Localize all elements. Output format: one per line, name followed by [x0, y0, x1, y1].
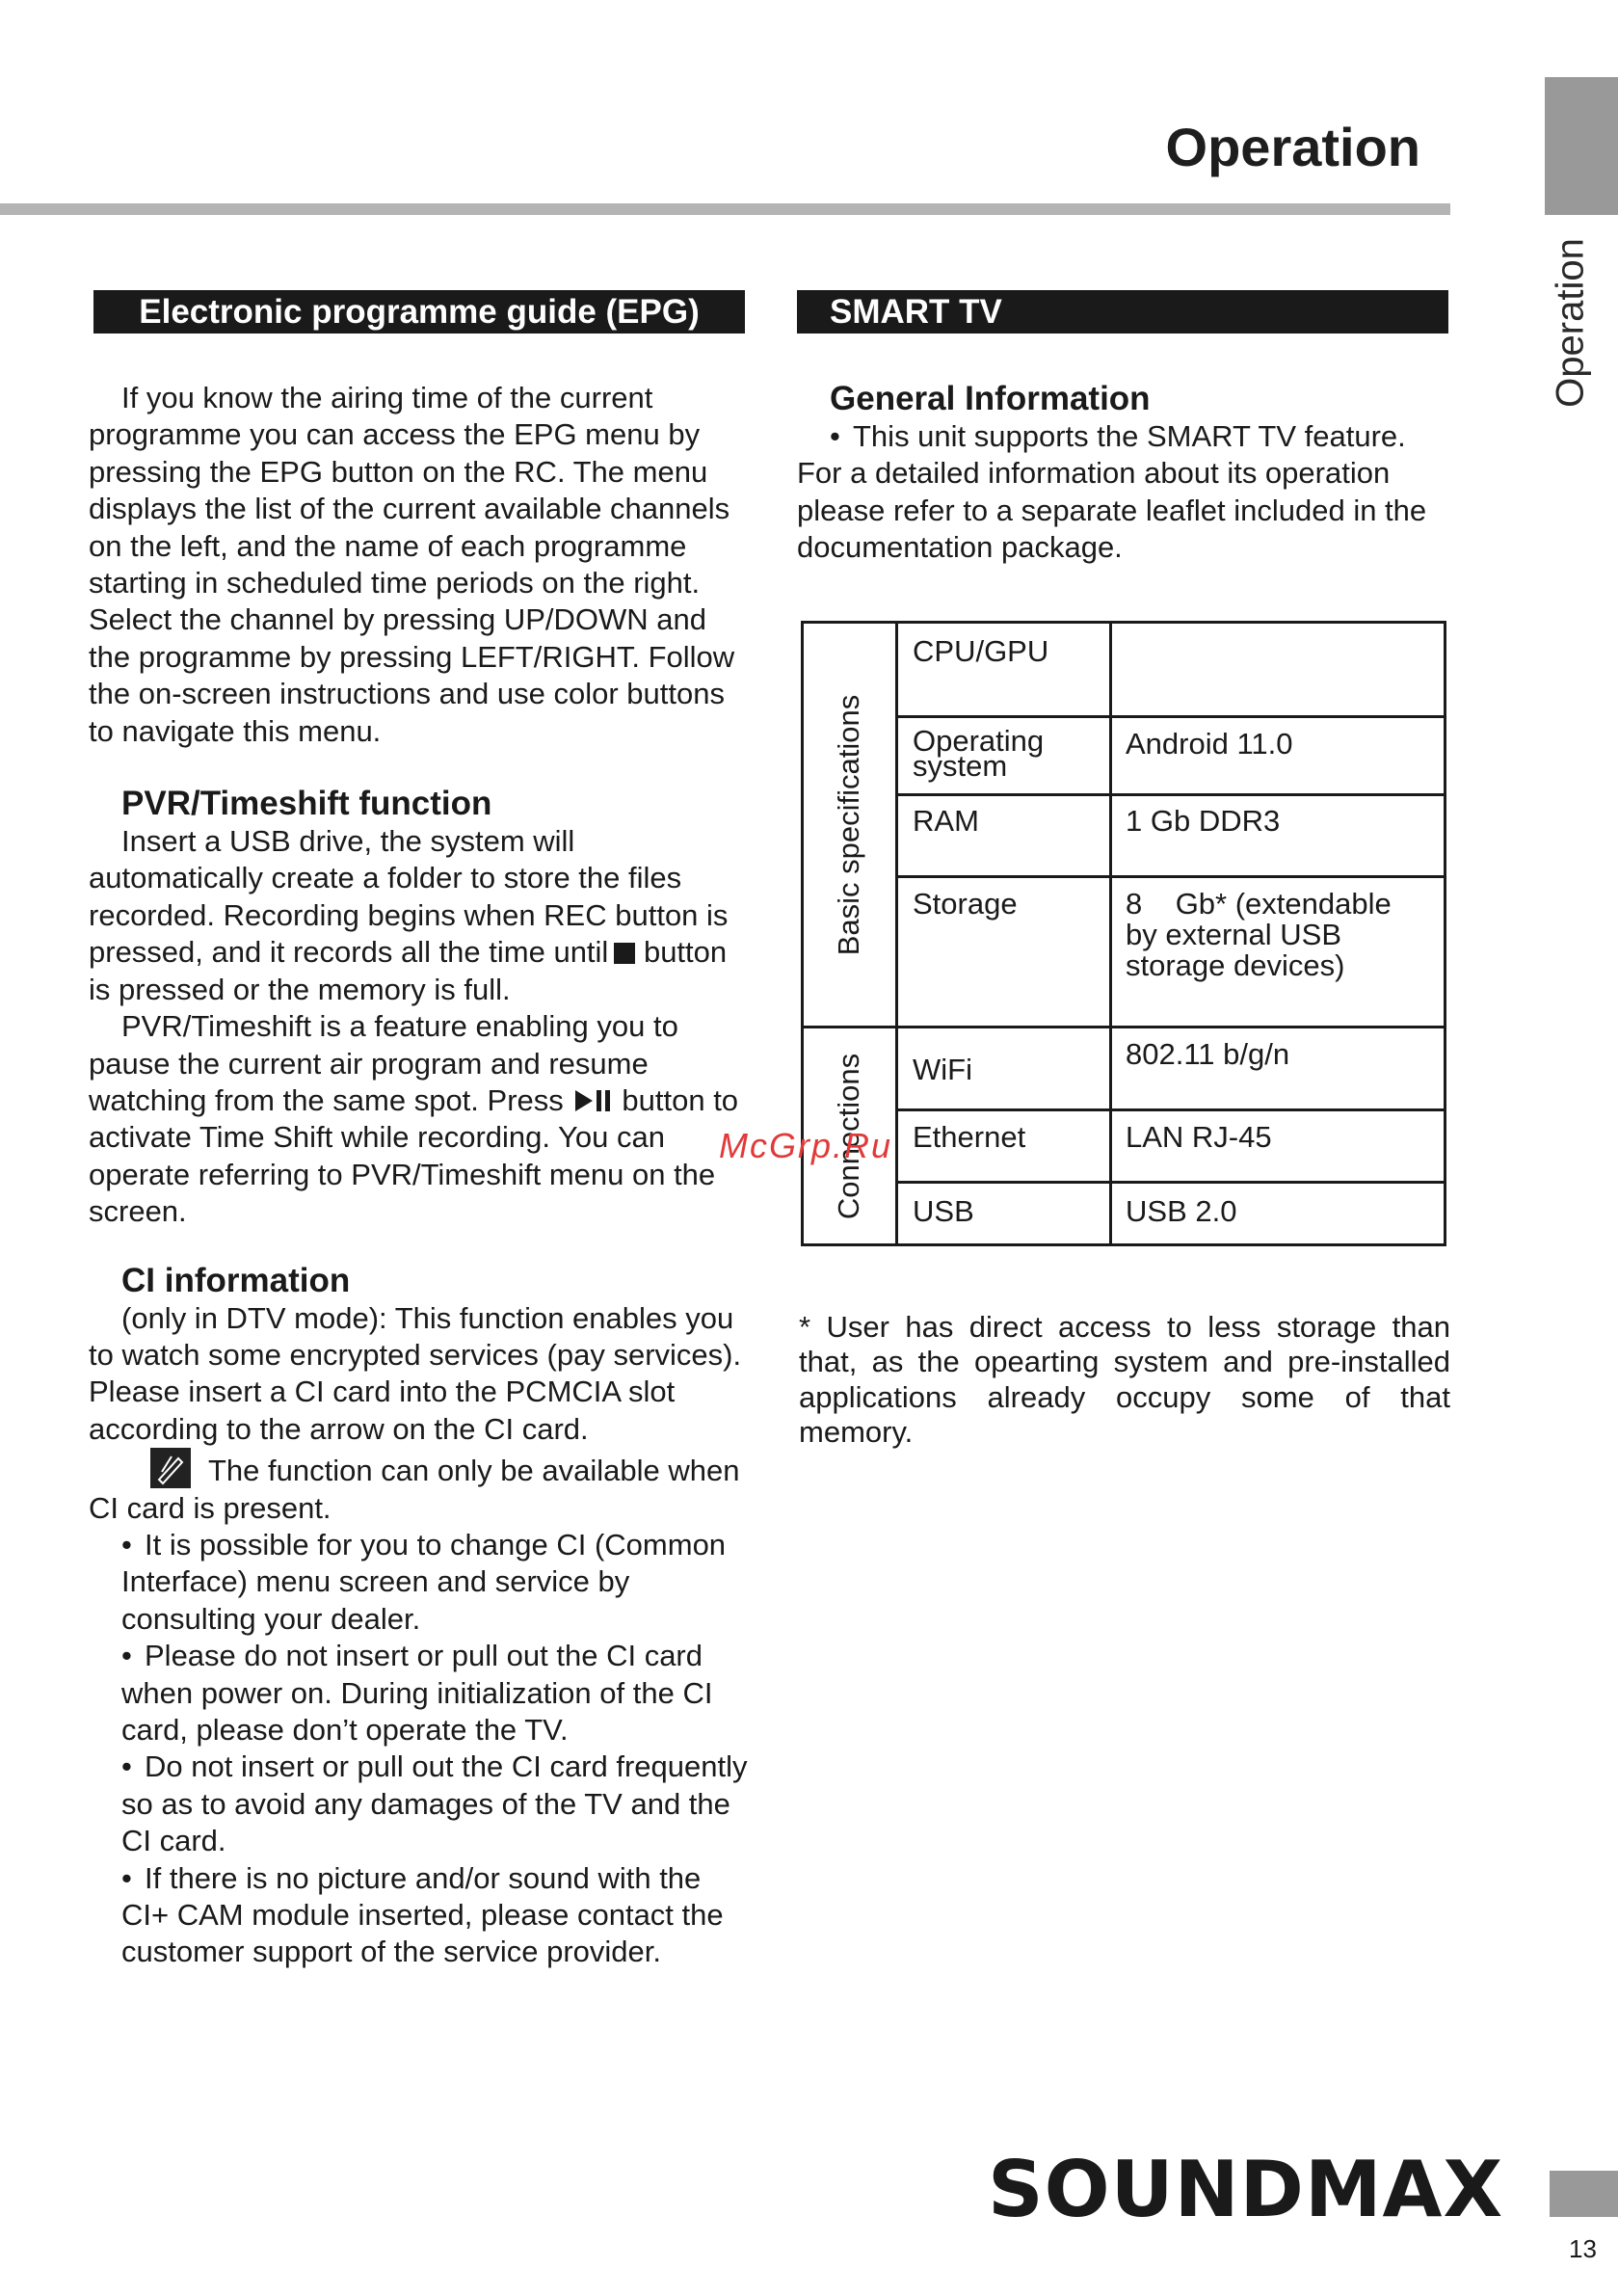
- spec-name: Operating system: [913, 724, 1045, 783]
- ci-heading: CI information: [121, 1261, 351, 1299]
- group-basic-label: Basic specifications: [832, 694, 865, 955]
- ci-paragraph-1: (only in DTV mode): This function enables you to watch some encrypted services (pay services). Please insert a CI card into the PCMCIA slot according to the arrow on the CI card.: [89, 1300, 742, 1446]
- group-basic-specifications: [804, 624, 895, 1026]
- table-divider: [895, 793, 1444, 796]
- side-tab-label: [1525, 227, 1616, 419]
- pvr-p2-end: button to activate Time Shift while recording. You can operate referring to PVR/Timeshift menu on the screen.: [89, 1082, 739, 1229]
- footer-block: [1550, 2171, 1618, 2217]
- table-divider: [895, 1181, 1444, 1184]
- page-title: Operation: [1165, 117, 1420, 177]
- spec-value: USB 2.0: [1126, 1194, 1237, 1228]
- side-tab-block: [1545, 77, 1618, 215]
- ci-note-text: The function can only be available when CI card is present.: [89, 1454, 740, 1525]
- spec-name: Storage: [913, 887, 1018, 921]
- group-connections-label: Connections: [832, 1053, 865, 1219]
- smart-paragraph: For a detailed information about its operation please refer to a separate leaflet included in the documentation package.: [797, 456, 1427, 565]
- smart-bullet: • This unit supports the SMART TV feature.: [797, 418, 1452, 455]
- smart-tv-heading-bar: SMART TV: [797, 290, 1448, 334]
- side-tab-text: Operation: [1549, 238, 1592, 408]
- play-pause-icon: [573, 1088, 614, 1113]
- spec-value: 802.11 b/g/n: [1126, 1037, 1290, 1071]
- ci-bullet-1: • It is possible for you to change CI (Common Interface) menu screen and service by consulting your dealer.: [89, 1527, 754, 1638]
- epg-paragraph: If you know the airing time of the current programme you can access the EPG menu by pressing the EPG button on the RC. The menu displays the list of the current available channels on the left, and the name of each programme starting in scheduled time periods on the right. Select the channel by pressing UP/DOWN and the programme by pressing LEFT/RIGHT. Follow the on-screen instructions and use color buttons to navigate this menu.: [89, 381, 735, 748]
- spec-value: 1 Gb DDR3: [1126, 804, 1281, 838]
- header-rule: [0, 203, 1450, 215]
- spec-value: LAN RJ-45: [1126, 1120, 1272, 1154]
- storage-footnote: [799, 1310, 1450, 1451]
- watermark: McGrp.Ru: [719, 1126, 893, 1165]
- pvr-p2-text: PVR/Timeshift is a feature enabling you to pause the current air program and resume watching from the same spot. Press: [89, 1009, 678, 1117]
- pvr-heading: PVR/Timeshift function: [121, 785, 492, 823]
- left-column: [89, 380, 754, 1971]
- ci-bullet-4: • If there is no picture and/or sound with the CI+ CAM module inserted, please contact the customer support of the service provider.: [89, 1860, 754, 1971]
- note-pen-icon: [150, 1448, 191, 1488]
- spec-name: RAM: [913, 804, 979, 838]
- smart-subheading: General Information: [830, 380, 1151, 417]
- right-column: [797, 380, 1452, 567]
- pvr-paragraph-1: [89, 823, 754, 1008]
- epg-heading-bar: Electronic programme guide (EPG): [93, 290, 745, 334]
- ci-bullet-2: • Please do not insert or pull out the CI card when power on. During initialization of the CI card, please don’t operate the TV.: [89, 1638, 754, 1749]
- stop-icon: [614, 943, 635, 964]
- pvr-p1-end: button is pressed or the memory is full.: [89, 935, 728, 1006]
- pvr-paragraph-2: [89, 1008, 754, 1230]
- table-divider: [895, 715, 1444, 718]
- footnote-text: * User has direct access to less storage than that, as the opearting system and pre-installed applications already occupy some of that memory.: [799, 1310, 1450, 1450]
- spec-name: Ethernet: [913, 1120, 1026, 1154]
- spec-name: CPU/GPU: [913, 634, 1049, 668]
- spec-value: 8 Gb* (extendable by external USB storage devices): [1126, 887, 1400, 982]
- table-divider: [895, 875, 1444, 878]
- spec-table: [801, 621, 1446, 1246]
- ci-note: [89, 1448, 754, 1527]
- page-number: 13: [1569, 2234, 1597, 2263]
- spec-name: USB: [913, 1194, 974, 1228]
- table-divider: [804, 1026, 1444, 1028]
- spec-name: WiFi: [913, 1053, 972, 1086]
- pvr-p1-text: Insert a USB drive, the system will automatically create a folder to store the files recorded. Recording begins when REC button is pressed, and it records all the time until: [89, 824, 729, 970]
- table-divider: [895, 1108, 1444, 1111]
- brand-logo: SOUNDMAX: [988, 2145, 1504, 2234]
- ci-bullet-3: • Do not insert or pull out the CI card frequently so as to avoid any damages of the TV and the CI card.: [89, 1749, 754, 1859]
- spec-value: Android 11.0: [1126, 727, 1293, 761]
